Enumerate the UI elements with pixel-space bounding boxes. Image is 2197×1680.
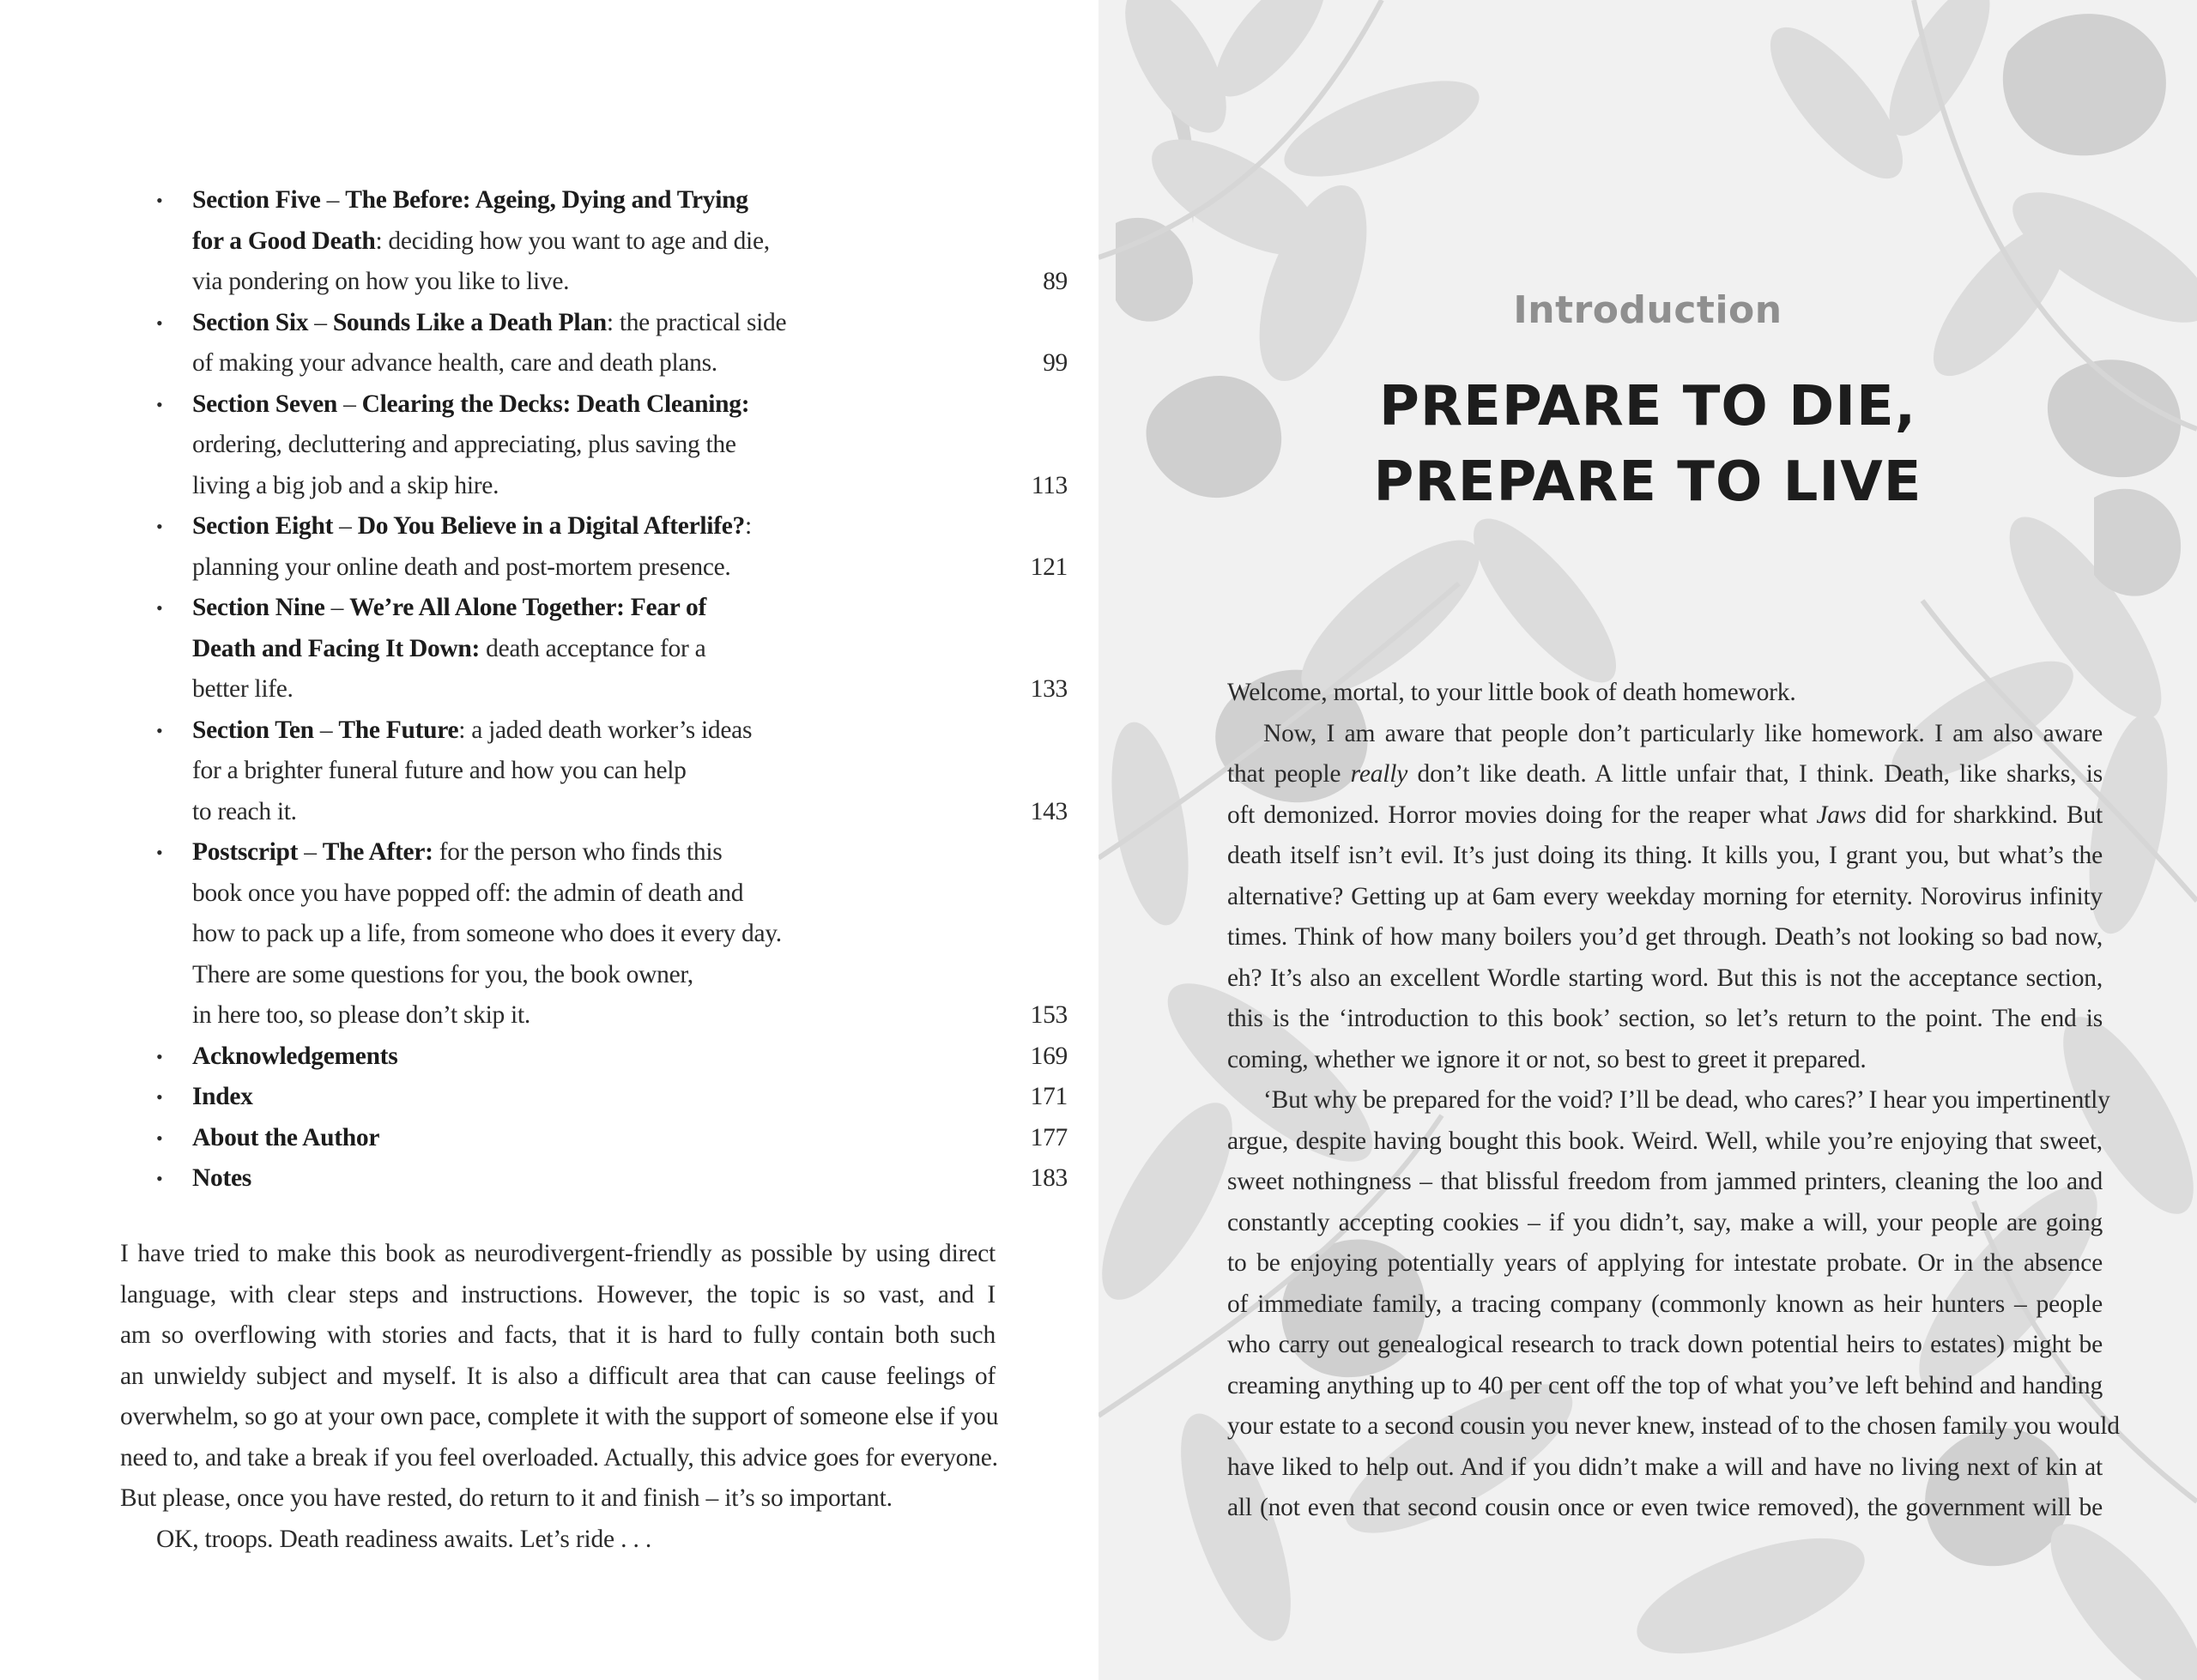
toc-section-label: Section Ten xyxy=(192,716,314,744)
text-line: alternative? Getting up at 6am every weekday morning for eternity. Norovirus infinity xyxy=(1227,882,2103,910)
toc-entry xyxy=(120,832,1068,1036)
toc-line xyxy=(192,547,1068,589)
toc-line xyxy=(192,588,707,629)
toc-section-title: Sounds Like a Death Plan xyxy=(332,308,607,336)
text-line xyxy=(1227,754,2103,795)
text-line: all (not even that second cousin once or even twice removed), the government will be xyxy=(1227,1494,2103,1521)
text-line: of immediate family, a tracing company (commonly known as heir hunters – people xyxy=(1227,1290,2103,1318)
toc-entry xyxy=(120,1118,1068,1159)
toc-text: : a jaded death worker’s ideas xyxy=(458,716,753,744)
toc-page-number: 113 xyxy=(1031,471,1068,499)
toc-text: in here too, so please don’t skip it. xyxy=(192,1001,530,1029)
toc-section-label: About the Author xyxy=(192,1123,380,1151)
toc-text: living a big job and a skip hire. xyxy=(192,471,499,499)
text-line: this is the ‘introduction to this book’ section, so let’s return to the point. The end is xyxy=(1227,1005,2103,1032)
text-line: times. Think of how many boilers you’d get through. Death’s not looking so bad now, xyxy=(1227,923,2103,951)
text-line: who carry out genealogical research to track down potential heirs to estates) might be xyxy=(1227,1331,2103,1358)
text-line: am so overflowing with stories and facts, that it is hard to fully contain both such xyxy=(120,1321,996,1349)
toc-page-number: 121 xyxy=(1030,553,1068,581)
text-line: Now, I am aware that people don’t particularly like homework. I am also aware xyxy=(1263,719,2103,747)
toc-text: – xyxy=(333,512,358,540)
text-line: But please, once you have rested, do return to it and finish – it’s so important. xyxy=(120,1484,893,1512)
toc-page-number: 89 xyxy=(1043,268,1068,295)
toc-text: – xyxy=(308,308,333,336)
toc-text: There are some questions for you, the book owner, xyxy=(192,960,693,988)
toc-page-number: 99 xyxy=(1043,349,1068,377)
toc-entry xyxy=(120,384,1068,507)
toc-section-title: Do You Believe in a Digital Afterlife? xyxy=(357,512,745,540)
toc-line xyxy=(192,873,744,915)
right-page xyxy=(1098,0,2197,1680)
left-page xyxy=(0,0,1098,1680)
text-line: constantly accepting cookies – if you didn’t, say, make a will, your people are going xyxy=(1227,1208,2103,1236)
toc-section-label: Index xyxy=(192,1083,253,1110)
text-segment: oft demonized. Horror movies doing for the reaper what xyxy=(1227,801,1817,829)
toc-section-label: Section Five xyxy=(192,186,321,214)
bullet-marker: • xyxy=(156,393,163,415)
toc-line xyxy=(192,669,1068,710)
toc-line xyxy=(192,221,770,263)
toc-text: for the person who finds this xyxy=(433,838,723,866)
toc-text: ordering, decluttering and appreciating, plus saving the xyxy=(192,431,736,458)
toc-line xyxy=(192,710,753,752)
text-segment: that people xyxy=(1227,760,1351,788)
toc-line xyxy=(192,955,707,996)
toc-line xyxy=(192,1118,1068,1159)
toc-text: death acceptance for a xyxy=(480,634,706,662)
toc-section-label: Section Nine xyxy=(192,594,325,621)
toc-entry xyxy=(120,303,1068,384)
toc-page-number: 169 xyxy=(1030,1042,1068,1070)
toc-text: – xyxy=(320,186,346,214)
italic-word: really xyxy=(1350,760,1408,788)
bullet-marker: • xyxy=(156,597,163,619)
toc-line xyxy=(192,914,782,955)
toc-line xyxy=(192,1077,1068,1118)
bullet-marker: • xyxy=(156,311,163,334)
toc-text: – xyxy=(298,838,323,866)
toc-text: : the practical side xyxy=(606,308,787,336)
toc-section-title: Clearing the Decks: Death Cleaning: xyxy=(361,390,750,418)
toc-text: – xyxy=(337,390,362,418)
text-line: coming, whether we ignore it or not, so best to greet it prepared. xyxy=(1227,1045,1867,1073)
text-line: eh? It’s also an excellent Wordle starting word. But this is not the acceptance section, xyxy=(1227,964,2103,992)
toc-line xyxy=(192,466,1068,507)
toc-text: planning your online death and post-mortem presence. xyxy=(192,553,731,581)
toc-section-label: for a Good Death xyxy=(192,227,376,255)
bullet-marker: • xyxy=(156,1086,163,1108)
text-line: to be enjoying potentially years of applying for intestate probate. Or in the absence xyxy=(1227,1249,2103,1277)
text-line: have liked to help out. And if you didn’t make a will and have no living next of kin at xyxy=(1227,1453,2103,1481)
chapter-label: Introduction xyxy=(1513,288,1782,332)
text-line: your estate to a second cousin you never knew, instead of to the chosen family you would xyxy=(1227,1412,2120,1440)
chapter-title xyxy=(1098,369,2197,520)
toc-text: of making your advance health, care and death plans. xyxy=(192,349,717,377)
toc-section-label: Section Eight xyxy=(192,512,334,540)
toc-entry xyxy=(120,1158,1068,1200)
left-paragraph xyxy=(120,1234,999,1520)
chapter-title-line: PREPARE TO DIE, xyxy=(1378,375,1917,438)
toc-section-label: Section Six xyxy=(192,308,309,336)
toc-section-title: The Before: Ageing, Dying and Trying xyxy=(345,186,748,214)
text-line: Welcome, mortal, to your little book of death homework. xyxy=(1227,679,1796,706)
text-line: creaming anything up to 40 per cent off the top of what you’ve left behind and handing xyxy=(1227,1371,2103,1399)
toc-entry xyxy=(120,506,1068,588)
toc-entry xyxy=(120,1077,1068,1118)
toc-line xyxy=(192,1036,1068,1078)
toc-text: to reach it. xyxy=(192,797,297,825)
toc-line xyxy=(192,995,1068,1036)
toc-text: for a brighter funeral future and how you can help xyxy=(192,757,687,784)
bullet-marker: • xyxy=(156,516,163,537)
toc-page-number: 153 xyxy=(1030,1001,1068,1029)
contents-list xyxy=(120,180,1068,1200)
toc-text: via pondering on how you like to live. xyxy=(192,268,570,295)
left-page-body xyxy=(120,1234,999,1560)
bullet-marker: • xyxy=(156,190,163,211)
toc-page-number: 177 xyxy=(1030,1123,1068,1151)
toc-line xyxy=(192,343,1068,384)
toc-line xyxy=(192,506,752,547)
toc-text: book once you have popped off: the admin of death and xyxy=(192,879,744,907)
text-line: language, with clear steps and instructions. However, the topic is so vast, and I xyxy=(120,1280,996,1308)
toc-page-number: 183 xyxy=(1030,1164,1068,1192)
chapter-title-line: PREPARE TO LIVE xyxy=(1373,450,1922,514)
introduction-body-text xyxy=(1227,673,2120,1529)
text-segment: don’t like death. A little unfair that, I think. Death, like sharks, is xyxy=(1407,760,2103,788)
text-line: an unwieldy subject and myself. It is also a difficult area that can cause feelings of xyxy=(120,1362,996,1390)
bullet-marker: • xyxy=(156,1045,163,1067)
toc-entry xyxy=(120,1036,1068,1078)
text-segment: did for sharkkind. But xyxy=(1866,801,2103,829)
text-line: death itself isn’t evil. It’s just doing its thing. It kills you, I grant you, but what’s the xyxy=(1227,842,2103,869)
toc-line xyxy=(192,629,707,670)
toc-page-number: 133 xyxy=(1030,675,1068,703)
toc-line xyxy=(192,425,736,466)
toc-entry xyxy=(120,710,1068,833)
text-line: sweet nothingness – that blissful freedom from jammed printers, cleaning the loo and xyxy=(1227,1168,2103,1195)
italic-word: Jaws xyxy=(1816,801,1867,829)
toc-text: better life. xyxy=(192,675,294,703)
text-line: need to, and take a break if you feel overloaded. Actually, this advice goes for everyone. xyxy=(120,1443,998,1472)
toc-section-label: Section Seven xyxy=(192,390,337,418)
toc-line xyxy=(192,303,787,344)
bullet-marker: • xyxy=(156,1168,163,1189)
toc-line xyxy=(192,384,750,426)
text-line: overwhelm, so go at your own pace, complete it with the support of someone else if you xyxy=(120,1403,999,1430)
toc-section-title: We’re All Alone Together: Fear of xyxy=(349,594,707,621)
toc-page-number: 171 xyxy=(1030,1083,1068,1110)
toc-line xyxy=(192,751,707,792)
toc-line xyxy=(192,262,1068,303)
toc-text: – xyxy=(313,716,339,744)
toc-section-title: The After: xyxy=(322,838,433,866)
text-line: argue, despite having bought this book. Weird. Well, while you’re enjoying that sweet, xyxy=(1227,1127,2103,1155)
text-line: ‘But why be prepared for the void? I’ll be dead, who cares?’ I hear you impertinently xyxy=(1263,1086,2110,1114)
toc-text: – xyxy=(324,594,350,621)
toc-line xyxy=(192,1158,1068,1200)
toc-text: : xyxy=(744,512,752,540)
bullet-marker: • xyxy=(156,842,163,863)
toc-text: : deciding how you want to age and die, xyxy=(375,227,770,255)
text-line xyxy=(1227,795,2103,837)
bullet-marker: • xyxy=(156,719,163,741)
toc-page-number: 143 xyxy=(1030,797,1068,825)
toc-section-label: Postscript xyxy=(192,838,299,866)
toc-line xyxy=(192,792,1068,833)
toc-text: how to pack up a life, from someone who does it every day. xyxy=(192,920,782,947)
toc-section-label: Death and Facing It Down: xyxy=(192,634,481,662)
toc-line xyxy=(192,180,748,221)
toc-line xyxy=(192,832,723,873)
toc-entry xyxy=(120,180,1068,303)
toc-section-label: Notes xyxy=(192,1164,251,1192)
bullet-marker: • xyxy=(156,1127,163,1149)
toc-entry xyxy=(120,588,1068,710)
toc-section-title: The Future xyxy=(338,716,459,744)
toc-section-label: Acknowledgements xyxy=(192,1042,398,1070)
closing-line: OK, troops. Death readiness awaits. Let’s ride . . . xyxy=(156,1525,651,1553)
text-line: I have tried to make this book as neurodivergent-friendly as possible by using direct xyxy=(120,1240,996,1267)
